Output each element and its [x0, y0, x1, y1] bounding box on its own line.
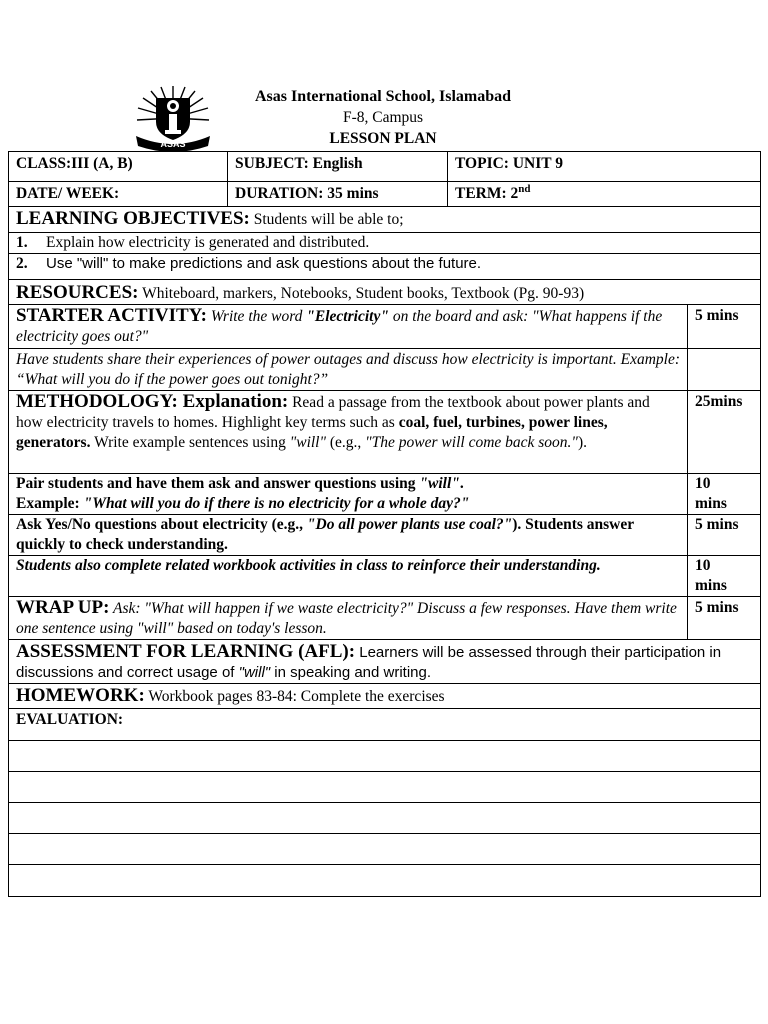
share-row — [9, 349, 761, 391]
pair-minutes — [688, 474, 761, 515]
wrapup-minutes: 5 mins — [688, 597, 761, 640]
wrapup-heading: WRAP UP: — [16, 597, 110, 618]
afl-heading: ASSESSMENT FOR LEARNING (AFL): — [16, 641, 356, 662]
pair-example: "What will you do if there is no electricity for a whole day?" — [83, 495, 470, 512]
workbook-row — [9, 556, 761, 597]
resources-heading: RESOURCES: — [16, 282, 139, 303]
methodology-heading: METHODOLOGY: Explanation: — [16, 391, 289, 412]
homework-cell — [9, 684, 761, 709]
evaluation-line — [9, 865, 761, 897]
evaluation-line — [9, 741, 761, 772]
pair-text-1: Pair students and have them ask and answer questions using — [16, 475, 420, 492]
yesno-text-2: ). Students answer quickly to check understanding. — [16, 516, 634, 553]
evaluation-line — [9, 834, 761, 865]
campus-name: F-8, Campus — [342, 109, 424, 126]
school-name: Asas International School, Islamabad — [254, 88, 512, 105]
pair-minutes-value: 10 — [695, 475, 711, 492]
pair-minutes-unit: mins — [695, 495, 727, 512]
info-row-1 — [9, 152, 761, 182]
evaluation-heading: EVALUATION: — [9, 709, 761, 741]
info-row-2 — [9, 182, 761, 207]
objective-cell-2 — [9, 254, 761, 280]
objective-row-1 — [9, 233, 761, 254]
share-minutes-cell — [688, 349, 761, 391]
starter-keyword: "Electricity" — [306, 308, 389, 325]
methodology-row — [9, 391, 761, 474]
yesno-cell — [9, 515, 688, 556]
wrapup-text: Ask: "What will happen if we waste electricity?" Discuss a few responses. Have them write one sentence using "will" based on today's lesson. — [16, 600, 677, 637]
homework-text: Workbook pages 83-84: Complete the exercises — [144, 688, 445, 705]
objective-number: 1. — [16, 234, 28, 251]
term-cell — [448, 182, 761, 207]
afl-row — [9, 640, 761, 684]
yesno-row — [9, 515, 761, 556]
resources-text: Whiteboard, markers, Notebooks, Student books, Textbook (Pg. 90-93) — [138, 285, 585, 302]
objectives-row — [9, 207, 761, 233]
workbook-cell: Students also complete related workbook activities in class to reinforce their understanding. — [9, 556, 688, 597]
starter-text-2: on the board and ask: "What happens if the electricity goes out?" — [16, 308, 663, 345]
topic-cell: TOPIC: UNIT 9 — [448, 152, 761, 182]
objective-text: Use "will" to make predictions and ask questions about the future. — [46, 255, 482, 272]
workbook-minutes — [688, 556, 761, 597]
letterhead — [0, 84, 768, 152]
evaluation-blank — [9, 834, 761, 865]
starter-cell — [9, 305, 688, 349]
afl-text-2: in speaking and writing. — [270, 664, 432, 681]
yesno-minutes: 5 mins — [688, 515, 761, 556]
methodology-will: "will" — [289, 434, 326, 451]
term-superscript: nd — [518, 182, 531, 195]
resources-cell — [9, 280, 761, 305]
evaluation-blank — [9, 772, 761, 803]
methodology-text-1: Read a passage from the textbook about power plants and how electricity travels to homes. Highlight key terms such as — [16, 394, 650, 431]
objectives-cell — [9, 207, 761, 233]
share-cell: Have students share their experiences of power outages and discuss how electricity is important. Example: “What will you do if the power goes out tonight?” — [9, 349, 688, 391]
homework-row — [9, 684, 761, 709]
pair-row — [9, 474, 761, 515]
starter-row — [9, 305, 761, 349]
wrapup-row — [9, 597, 761, 640]
pair-will: "will" — [419, 475, 460, 492]
starter-text-1: Write the word — [210, 308, 307, 325]
methodology-cell — [9, 391, 688, 474]
objective-row-2 — [9, 254, 761, 280]
evaluation-blank — [9, 803, 761, 834]
term-label: TERM: 2 — [455, 185, 519, 202]
starter-heading: STARTER ACTIVITY: — [16, 305, 207, 326]
methodology-minutes: 25mins — [688, 391, 761, 474]
yesno-example: "Do all power plants use coal?" — [306, 516, 513, 533]
workbook-minutes-value: 10 — [695, 557, 711, 574]
objective-cell-1 — [9, 233, 761, 254]
resources-row — [9, 280, 761, 305]
class-cell: CLASS:III (A, B) — [9, 152, 228, 182]
evaluation-line — [9, 772, 761, 803]
pair-example-label: Example: — [16, 495, 84, 512]
document-title: LESSON PLAN — [329, 130, 437, 147]
afl-will: "will" — [238, 664, 271, 681]
wrapup-cell — [9, 597, 688, 640]
evaluation-line — [9, 803, 761, 834]
yesno-text-1: Ask Yes/No questions about electricity (e.g., — [16, 516, 307, 533]
objectives-intro: Students will be able to; — [249, 211, 404, 228]
afl-text-1: Learners will be assessed through their participation in discussions and correct usage of — [16, 644, 722, 681]
evaluation-blank — [9, 741, 761, 772]
afl-cell — [9, 640, 761, 684]
homework-heading: HOMEWORK: — [16, 685, 145, 706]
logo-text: ASAS — [160, 139, 186, 149]
methodology-text-2: Write example sentences using — [90, 434, 290, 451]
duration-cell: DURATION: 35 mins — [228, 182, 448, 207]
objective-text: Explain how electricity is generated and distributed. — [46, 234, 370, 251]
subject-cell: SUBJECT: English — [228, 152, 448, 182]
workbook-minutes-unit: mins — [695, 577, 727, 594]
objectives-heading: LEARNING OBJECTIVES: — [16, 208, 250, 229]
methodology-example: "The power will come back soon." — [365, 434, 578, 451]
methodology-terms: coal, fuel, turbines, power lines, generators. — [16, 414, 608, 451]
pair-text-2: . — [459, 475, 464, 492]
evaluation-blank — [9, 865, 761, 897]
starter-minutes: 5 mins — [688, 305, 761, 349]
methodology-text-3: (e.g., — [326, 434, 366, 451]
lesson-plan-table — [8, 151, 761, 897]
methodology-text-4: ). — [577, 434, 587, 451]
objective-number: 2. — [16, 255, 28, 272]
evaluation-row — [9, 709, 761, 741]
pair-cell — [9, 474, 688, 515]
date-week-cell: DATE/ WEEK: — [9, 182, 228, 207]
